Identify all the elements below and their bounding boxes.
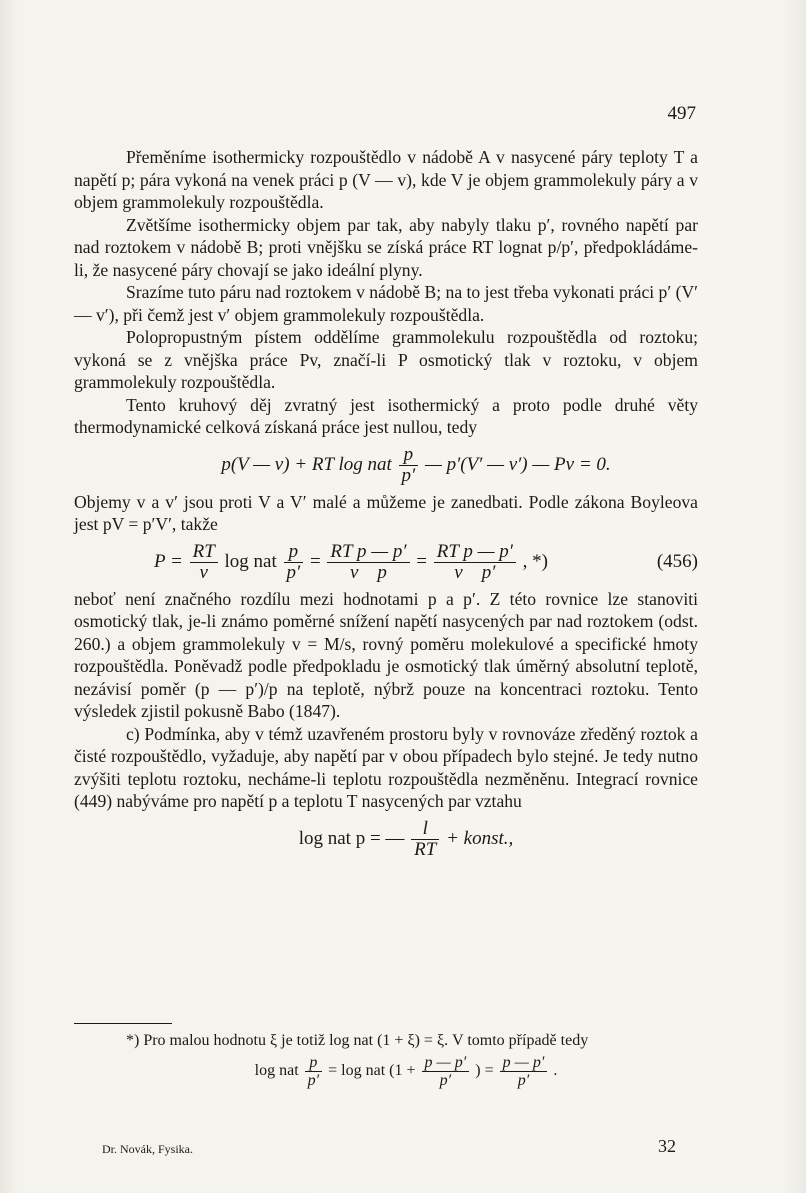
fn-frac-3 (500, 1054, 548, 1089)
footnote (74, 1030, 698, 1091)
footer-author: Dr. Novák, Fysika. (102, 1142, 193, 1156)
page-number: 497 (667, 103, 696, 124)
fn-frac-2-den: p′ (439, 1071, 452, 1089)
paragraph-8: c) Podmínka, aby v témž uzavřeném prostoru byly v rovnováze zředěný roztok a čisté rozpouštědlo, vyžaduje, aby napětí par v obou případech bylo stejné. Je tedy nutno zvýšiti teplotu roztoku, necháme-li teplotu rozpouštědla nezměněnu. Integrací rovnice (449) nabýváme pro napětí p a teplotu T nasycených par vztahu (74, 723, 698, 811)
footnote-divider (74, 1023, 172, 1024)
formula-2-equals-2: = (416, 550, 428, 572)
formula-3-tail: + konst., (446, 827, 514, 849)
formula-3-fraction (411, 819, 439, 860)
fn-frac-1 (305, 1054, 323, 1089)
formula-3-numerator: l (411, 819, 439, 840)
equation-number-456: (456) (656, 550, 698, 572)
formula-3-lead: log nat p = — (298, 827, 405, 849)
formula-2-frac-2-den: p′ (286, 561, 301, 583)
footnote-formula (74, 1051, 698, 1091)
fn-frac-3-den: p′ (517, 1071, 530, 1089)
fn-frac-1-num: p (305, 1054, 323, 1072)
fn-formula-lead: log nat (254, 1062, 299, 1079)
paragraph-4: Polopropustným pístem oddělíme grammolekulu rozpouštědla od roztoku; vykoná se z vnějška práce Pv, značí-li P osmotický tlak v roztoku, v objem grammolekuly rozpouštědla. (74, 327, 698, 392)
formula-1-denominator: p′ (401, 464, 416, 486)
fn-formula-close: ) = (475, 1062, 494, 1079)
body-text (74, 146, 698, 865)
formula-2-frac-4 (434, 542, 516, 583)
formula-1-tail: — p′(V′ — v′) — Pv = 0. (424, 453, 611, 475)
formula-2-frac-1-den: v (199, 561, 208, 583)
footer-sheet-number: 32 (658, 1136, 676, 1156)
paragraph-7: neboť není značného rozdílu mezi hodnotami p a p′. Z této rovnice lze stanoviti osmotický tlak, je-li známo poměrné snížení napětí nasycených par nad roztokem (odst. 260.) a objem grammolekuly v = M/s, rovný poměru molekulové a specifické hmoty rozpouštědla. Poněvadž podle předpokladu je osmotický tlak úměrný absolutní teplotě, nezávisí poměr (p — p′)/p na teplotě, nýbrž pouze na koncentraci roztoku. Tento výsledek zjistil pokusně Babo (1847). (74, 588, 698, 721)
formula-1-numerator: p (399, 445, 419, 466)
footnote-text: *) Pro malou hodnotu ξ je totiž log nat (1 + ξ) = ξ. V tomto případě tedy (126, 1032, 589, 1049)
fn-formula-end: . (553, 1062, 558, 1079)
formula-2-footnote-mark: , *) (522, 550, 548, 572)
formula-2-frac-4-num: RT p — p′ (434, 542, 516, 563)
formula-2-frac-3-den: v p (350, 561, 387, 583)
fn-frac-1-den: p′ (307, 1071, 320, 1089)
fn-formula-mid: = log nat (1 + (328, 1062, 416, 1079)
formula-2-frac-1-num: RT (190, 542, 218, 563)
formula-2-frac-3 (327, 542, 409, 583)
formula-2-lognat: log nat (224, 550, 277, 572)
fn-frac-2 (422, 1054, 470, 1089)
fn-frac-3-num: p — p′ (500, 1054, 548, 1072)
formula-2-frac-2 (284, 542, 304, 583)
formula-1-fraction (399, 445, 419, 486)
formula-work-balance (74, 439, 698, 491)
paragraph-3: Srazíme tuto páru nad roztokem v nádobě B; na to jest třeba vykonati práci p′ (V′ — v′), při čemž jest v′ objem grammolekuly rozpouštědla. (74, 282, 698, 325)
formula-2-frac-2-num: p (284, 542, 304, 563)
formula-2-frac-3-num: RT p — p′ (327, 542, 409, 563)
formula-2-frac-4-den: v p′ (454, 561, 496, 583)
fn-frac-2-num: p — p′ (422, 1054, 470, 1072)
formula-osmotic-pressure (74, 536, 698, 588)
formula-vapor-pressure (74, 813, 698, 865)
paragraph-2: Zvětšíme isothermicky objem par tak, aby nabyly tlaku p′, rovného napětí par nad roztokem v nádobě B; proti vnějšku se získá práce RT lognat p/p′, předpokládáme-li, že nasycené páry chovají se jako ideální plyny. (74, 214, 698, 280)
paragraph-1: Přeměníme isothermicky rozpouštědlo v nádobě A v nasycené páry teploty T a napětí p; pára vykoná na venek práci p (V — v), kde V je objem grammolekuly páry a v objem grammolekuly rozpouštědla. (74, 147, 698, 212)
paragraph-6: Objemy v a v′ jsou proti V a V′ malé a můžeme je zanedbati. Podle zákona Boyleova jest pV = p′V′, takže (74, 491, 698, 534)
formula-2-frac-1 (190, 542, 218, 583)
formula-1-lead: p(V — v) + RT log nat (221, 453, 392, 475)
formula-2-p-eq: P = (154, 550, 183, 572)
formula-2-equals-1: = (309, 550, 321, 572)
paragraph-5: Tento kruhový děj zvratný jest isothermický a proto podle druhé věty thermodynamické celková získaná práce jest nullou, tedy (74, 394, 698, 437)
formula-3-denominator: RT (414, 838, 437, 860)
